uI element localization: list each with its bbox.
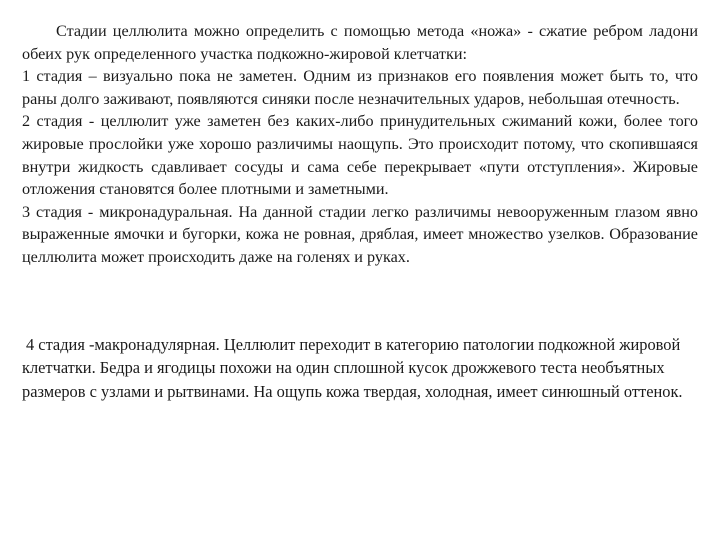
stage-4-paragraph: 4 стадия -макронадулярная. Целлюлит переходит в категорию патологии подкожной жировой клетчатки. Бедра и ягодицы похожи на один сплошной кусок дрожжевого теста необъятных размеров с узлами и рытвинами. На ощупь кожа твердая, холодная, имеет синюшный оттенок.	[22, 335, 683, 401]
main-text-block	[22, 20, 698, 269]
secondary-text-block	[22, 333, 698, 403]
stage-1-paragraph: 1 стадия – визуально пока не заметен. Одним из признаков его появления может быть то, что раны долго заживают, появляются синяки после незначительных ударов, небольшая отечность.	[22, 67, 698, 108]
stage-3-paragraph: 3 стадия - микронадуральная. На данной стадии легко различимы невооруженным глазом явно выраженные ямочки и бугорки, кожа не ровная, дряблая, имеет множество узелков. Образование целлюлита может происходить даже на голенях и руках.	[22, 202, 698, 266]
stage-2-paragraph: 2 стадия - целлюлит уже заметен без каких-либо принудительных сжиманий кожи, более того жировые прослойки уже хорошо различимы наощупь. Это происходит потому, что скопившаяся внутри жидкость сдавливает сосуды и сама себе перекрывает «пути отступления». Жировые отложения становятся более плотными и заметными.	[22, 112, 698, 199]
intro-paragraph: Стадии целлюлита можно определить с помощью метода «ножа» - сжатие ребром ладони обеих рук определенного участка подкожно-жировой клетчатки:	[22, 22, 698, 63]
